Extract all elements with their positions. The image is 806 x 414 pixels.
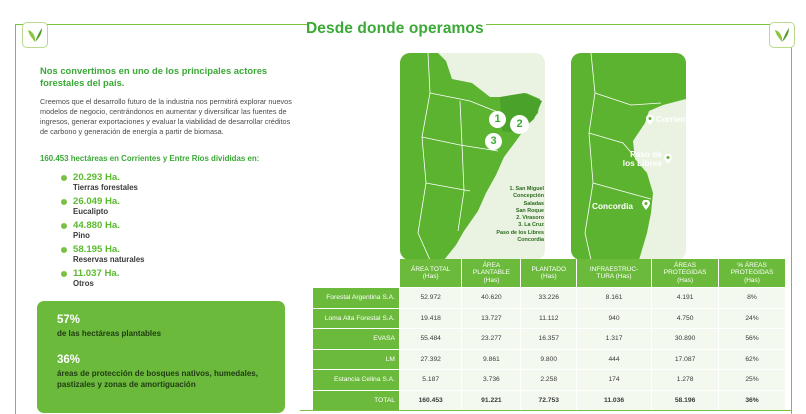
land-use-value: 26.049 Ha. — [73, 196, 120, 207]
row-name: Forestal Argentina S.A. — [313, 288, 399, 308]
table-cell: 11.036 — [577, 391, 651, 411]
table-cell: 11.112 — [521, 309, 576, 329]
frame-line-right — [791, 24, 792, 414]
table-cell: 9.800 — [521, 350, 576, 370]
highlight-percent: 57% — [57, 314, 81, 326]
table-cell: 8.161 — [577, 288, 651, 308]
table-cell: 33.226 — [521, 288, 576, 308]
table-cell: 940 — [577, 309, 651, 329]
frame-line-top-left — [15, 24, 307, 25]
location-pin-icon — [646, 115, 654, 125]
land-use-label: Otros — [73, 279, 94, 288]
highlight-text: áreas de protección de bosques nativos, humedales, pastizales y zonas de amortiguación — [57, 369, 258, 389]
list-item — [61, 196, 281, 220]
location-pin-icon — [664, 154, 672, 164]
row-name: TOTAL — [313, 391, 399, 411]
land-use-list — [61, 172, 281, 292]
bullet-dot-icon — [61, 247, 67, 253]
city-label: los Libres — [622, 158, 662, 168]
leaf-icon — [769, 22, 795, 48]
row-name: Loma Alta Forestal S.A. — [313, 309, 399, 329]
land-use-label: Tierras forestales — [73, 183, 138, 192]
bullet-dot-icon — [61, 175, 67, 181]
land-use-value: 58.195 Ha. — [73, 244, 120, 255]
table-cell: 36% — [719, 391, 785, 411]
table-cell: 3.736 — [462, 370, 520, 390]
location-badge-1: 1 — [489, 111, 506, 128]
table-row — [313, 288, 785, 308]
table-cell: 16.357 — [521, 329, 576, 349]
table-cell: 91.221 — [462, 391, 520, 411]
city-label: Corrientes — [656, 114, 698, 124]
land-use-value: 44.880 Ha. — [73, 220, 120, 231]
row-name: EVASA — [313, 329, 399, 349]
land-use-label: Pino — [73, 231, 90, 240]
highlights-box — [37, 301, 285, 413]
bullet-dot-icon — [61, 271, 67, 277]
land-use-value: 11.037 Ha. — [73, 268, 120, 279]
highlight-text: de las hectáreas plantables — [57, 329, 162, 338]
table-cell: 27.392 — [400, 350, 461, 370]
hectares-title: 160.453 hectáreas en Corrientes y Entre Ríos divididas en: — [40, 154, 260, 163]
table-cell: 444 — [577, 350, 651, 370]
location-badge-3: 3 — [485, 133, 502, 150]
list-item — [61, 220, 281, 244]
table-cell: 4.750 — [652, 309, 718, 329]
land-use-label: Eucalipto — [73, 207, 109, 216]
page-title: Desde donde operamos — [306, 20, 484, 37]
list-item — [61, 268, 281, 292]
row-name: Estancia Celina S.A. — [313, 370, 399, 390]
table-row — [313, 329, 785, 349]
table-cell: 40.620 — [462, 288, 520, 308]
list-item — [61, 172, 281, 196]
intro-lead: Nos convertimos en uno de los principales actores forestales del país. — [40, 65, 268, 88]
list-item — [61, 244, 281, 268]
legend-item: Concordia — [517, 237, 544, 244]
column-header: % ÁREAS PROTEGIDAS (Has) — [719, 259, 785, 287]
table-cell: 25% — [719, 370, 785, 390]
bullet-dot-icon — [61, 223, 67, 229]
table-row — [313, 350, 785, 370]
table-cell: 58.196 — [652, 391, 718, 411]
operations-table — [312, 258, 786, 411]
table-cell: 13.727 — [462, 309, 520, 329]
table-cell: 19.418 — [400, 309, 461, 329]
table-row — [313, 370, 785, 390]
table-cell: 1.317 — [577, 329, 651, 349]
column-header: ÁREAS PROTEGIDAS (Has) — [652, 259, 718, 287]
leaf-icon — [22, 22, 48, 48]
highlight-percent: 36% — [57, 354, 81, 366]
column-header: ÁREA TOTAL (Has) — [400, 259, 461, 287]
table-row — [313, 309, 785, 329]
table-cell: 5.187 — [400, 370, 461, 390]
table-cell: 30.890 — [652, 329, 718, 349]
table-cell: 55.484 — [400, 329, 461, 349]
table-header-row — [313, 259, 785, 287]
frame-line-left — [15, 24, 16, 414]
table-cell: 8% — [719, 288, 785, 308]
table-cell: 9.861 — [462, 350, 520, 370]
location-pin-icon — [642, 200, 650, 210]
legend-item: Saladas — [523, 200, 544, 207]
table-cell: 2.258 — [521, 370, 576, 390]
land-use-value: 20.293 Ha. — [73, 172, 120, 183]
land-use-label: Reservas naturales — [73, 255, 145, 264]
column-header: PLANTADO (Has) — [521, 259, 576, 287]
legend-item: 1. San Miguel — [509, 186, 544, 192]
table-cell: 4.191 — [652, 288, 718, 308]
table-cell: 1.278 — [652, 370, 718, 390]
column-header: ÁREA PLANTABLE (Has) — [462, 259, 520, 287]
map-legend — [474, 186, 544, 244]
legend-item: San Roque — [515, 207, 544, 214]
table-cell: 56% — [719, 329, 785, 349]
legend-item: Paso de los Libres — [496, 229, 544, 236]
legend-item: Concepción — [513, 193, 544, 200]
table-cell: 52.972 — [400, 288, 461, 308]
table-corner — [313, 259, 399, 287]
bullet-dot-icon — [61, 199, 67, 205]
city-label: Concordia — [592, 201, 634, 211]
frame-line-top-right — [486, 24, 791, 25]
legend-item: 3. La Cruz — [518, 222, 544, 229]
table-total-row — [313, 391, 785, 411]
table-cell: 174 — [577, 370, 651, 390]
table-cell: 23.277 — [462, 329, 520, 349]
table-cell: 24% — [719, 309, 785, 329]
table-cell: 17.087 — [652, 350, 718, 370]
city-label: Paso de — [630, 149, 662, 159]
location-badge-2: 2 — [510, 115, 529, 134]
row-name: LM — [313, 350, 399, 370]
table-cell: 72.753 — [521, 391, 576, 411]
intro-paragraph: Creemos que el desarrollo futuro de la industria nos permitirá explorar nuevos modelos de negocio, centrándonos en aumentar y diversificar las fuentes de ingresos, generar exportaciones y evaluar la viabilidad de desarrollar créditos de carbono y generación de energía a partir de biomasa. — [40, 97, 292, 136]
column-header: INFRAESTRUC- TURA (Has) — [577, 259, 651, 287]
legend-item: 2. Virasoro — [516, 215, 544, 222]
table-cell: 160.453 — [400, 391, 461, 411]
table-cell: 62% — [719, 350, 785, 370]
